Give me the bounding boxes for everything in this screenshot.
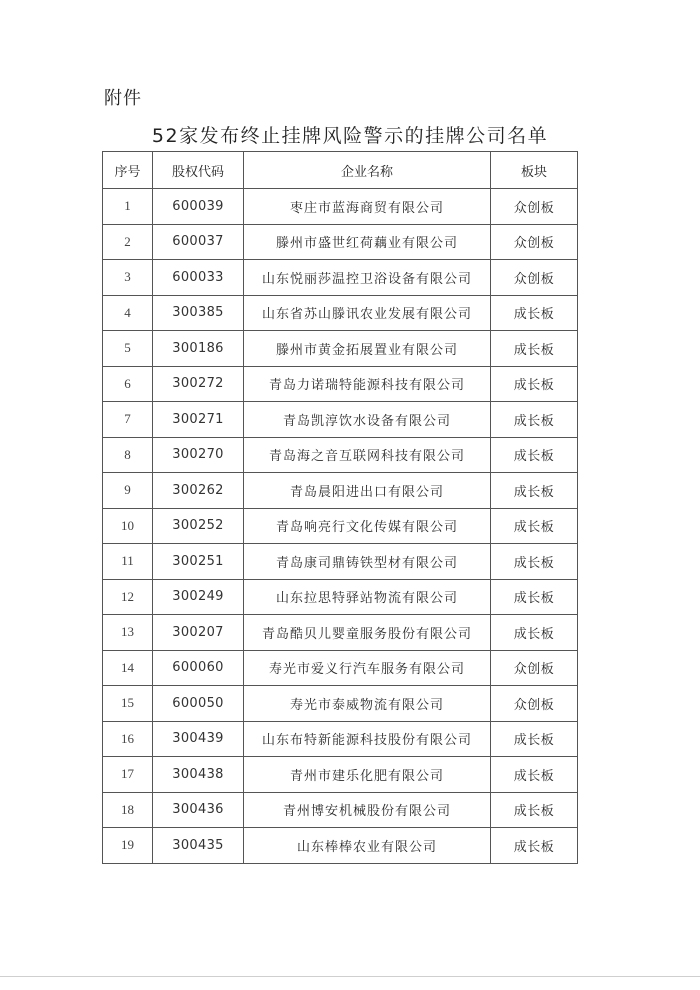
- table-row: [103, 579, 578, 615]
- cell-name: 寿光市泰威物流有限公司: [244, 686, 491, 722]
- cell-code: 300249: [153, 579, 244, 615]
- table-header-row: [103, 152, 578, 189]
- table-row: [103, 437, 578, 473]
- page-title: 52家发布终止挂牌风险警示的挂牌公司名单: [151, 125, 549, 147]
- cell-board: 成长板: [491, 828, 578, 864]
- cell-code: 300252: [153, 508, 244, 544]
- table-row: [103, 686, 578, 722]
- cell-code: 300207: [153, 615, 244, 651]
- cell-no: 3: [103, 260, 153, 296]
- cell-board: 成长板: [491, 402, 578, 438]
- cell-board: 成长板: [491, 508, 578, 544]
- cell-board: 成长板: [491, 757, 578, 793]
- cell-code: 600050: [153, 686, 244, 722]
- cell-name: 青岛响亮行文化传媒有限公司: [244, 508, 491, 544]
- table-row: [103, 366, 578, 402]
- cell-name: 青州市建乐化肥有限公司: [244, 757, 491, 793]
- cell-code: 300251: [153, 544, 244, 580]
- cell-code: 600037: [153, 224, 244, 260]
- cell-name: 滕州市黄金拓展置业有限公司: [244, 331, 491, 367]
- cell-no: 16: [103, 721, 153, 757]
- cell-code: 300385: [153, 295, 244, 331]
- table-row: [103, 331, 578, 367]
- cell-board: 成长板: [491, 437, 578, 473]
- cell-board: 成长板: [491, 544, 578, 580]
- cell-name: 青州博安机械股份有限公司: [244, 792, 491, 828]
- table-row: [103, 473, 578, 509]
- cell-no: 6: [103, 366, 153, 402]
- cell-board: 众创板: [491, 650, 578, 686]
- cell-no: 5: [103, 331, 153, 367]
- cell-no: 12: [103, 579, 153, 615]
- header-name: 企业名称: [244, 152, 491, 189]
- table-row: [103, 721, 578, 757]
- cell-name: 青岛力诺瑞特能源科技有限公司: [244, 366, 491, 402]
- cell-no: 1: [103, 189, 153, 225]
- cell-name: 枣庄市蓝海商贸有限公司: [244, 189, 491, 225]
- cell-board: 成长板: [491, 366, 578, 402]
- cell-no: 9: [103, 473, 153, 509]
- cell-name: 滕州市盛世红荷藕业有限公司: [244, 224, 491, 260]
- table-row: [103, 828, 578, 864]
- cell-name: 青岛康司鼎铸铁型材有限公司: [244, 544, 491, 580]
- company-table: [102, 151, 578, 864]
- table-row: [103, 508, 578, 544]
- cell-no: 10: [103, 508, 153, 544]
- cell-board: 成长板: [491, 721, 578, 757]
- cell-code: 300186: [153, 331, 244, 367]
- table-row: [103, 615, 578, 651]
- cell-name: 青岛酷贝儿婴童服务股份有限公司: [244, 615, 491, 651]
- cell-code: 300436: [153, 792, 244, 828]
- cell-no: 2: [103, 224, 153, 260]
- cell-name: 青岛海之音互联网科技有限公司: [244, 437, 491, 473]
- page-bottom-edge: [0, 976, 700, 977]
- cell-board: 成长板: [491, 615, 578, 651]
- cell-no: 17: [103, 757, 153, 793]
- table-row: [103, 792, 578, 828]
- cell-code: 600033: [153, 260, 244, 296]
- cell-board: 成长板: [491, 331, 578, 367]
- cell-name: 青岛凯淳饮水设备有限公司: [244, 402, 491, 438]
- cell-board: 成长板: [491, 473, 578, 509]
- cell-board: 众创板: [491, 686, 578, 722]
- cell-board: 众创板: [491, 260, 578, 296]
- cell-code: 300270: [153, 437, 244, 473]
- cell-board: 成长板: [491, 792, 578, 828]
- cell-name: 山东省苏山滕讯农业发展有限公司: [244, 295, 491, 331]
- cell-no: 15: [103, 686, 153, 722]
- cell-no: 11: [103, 544, 153, 580]
- table-row: [103, 650, 578, 686]
- attachment-label: 附件: [104, 88, 142, 109]
- cell-name: 山东棒棒农业有限公司: [244, 828, 491, 864]
- cell-name: 寿光市爱义行汽车服务有限公司: [244, 650, 491, 686]
- cell-code: 300272: [153, 366, 244, 402]
- table-row: [103, 260, 578, 296]
- table-row: [103, 757, 578, 793]
- header-board: 板块: [491, 152, 578, 189]
- cell-no: 8: [103, 437, 153, 473]
- cell-no: 13: [103, 615, 153, 651]
- cell-code: 600039: [153, 189, 244, 225]
- cell-code: 600060: [153, 650, 244, 686]
- cell-board: 成长板: [491, 579, 578, 615]
- cell-board: 众创板: [491, 189, 578, 225]
- table-row: [103, 544, 578, 580]
- table-row: [103, 295, 578, 331]
- cell-name: 山东悦丽莎温控卫浴设备有限公司: [244, 260, 491, 296]
- header-code: 股权代码: [153, 152, 244, 189]
- header-no: 序号: [103, 152, 153, 189]
- cell-board: 成长板: [491, 295, 578, 331]
- cell-no: 14: [103, 650, 153, 686]
- cell-no: 7: [103, 402, 153, 438]
- cell-name: 山东拉思特驿站物流有限公司: [244, 579, 491, 615]
- table-row: [103, 402, 578, 438]
- cell-board: 众创板: [491, 224, 578, 260]
- cell-no: 19: [103, 828, 153, 864]
- cell-code: 300438: [153, 757, 244, 793]
- table-row: [103, 189, 578, 225]
- table-row: [103, 224, 578, 260]
- cell-code: 300439: [153, 721, 244, 757]
- cell-code: 300262: [153, 473, 244, 509]
- cell-code: 300435: [153, 828, 244, 864]
- cell-name: 青岛晨阳进出口有限公司: [244, 473, 491, 509]
- cell-no: 4: [103, 295, 153, 331]
- cell-no: 18: [103, 792, 153, 828]
- cell-code: 300271: [153, 402, 244, 438]
- cell-name: 山东布特新能源科技股份有限公司: [244, 721, 491, 757]
